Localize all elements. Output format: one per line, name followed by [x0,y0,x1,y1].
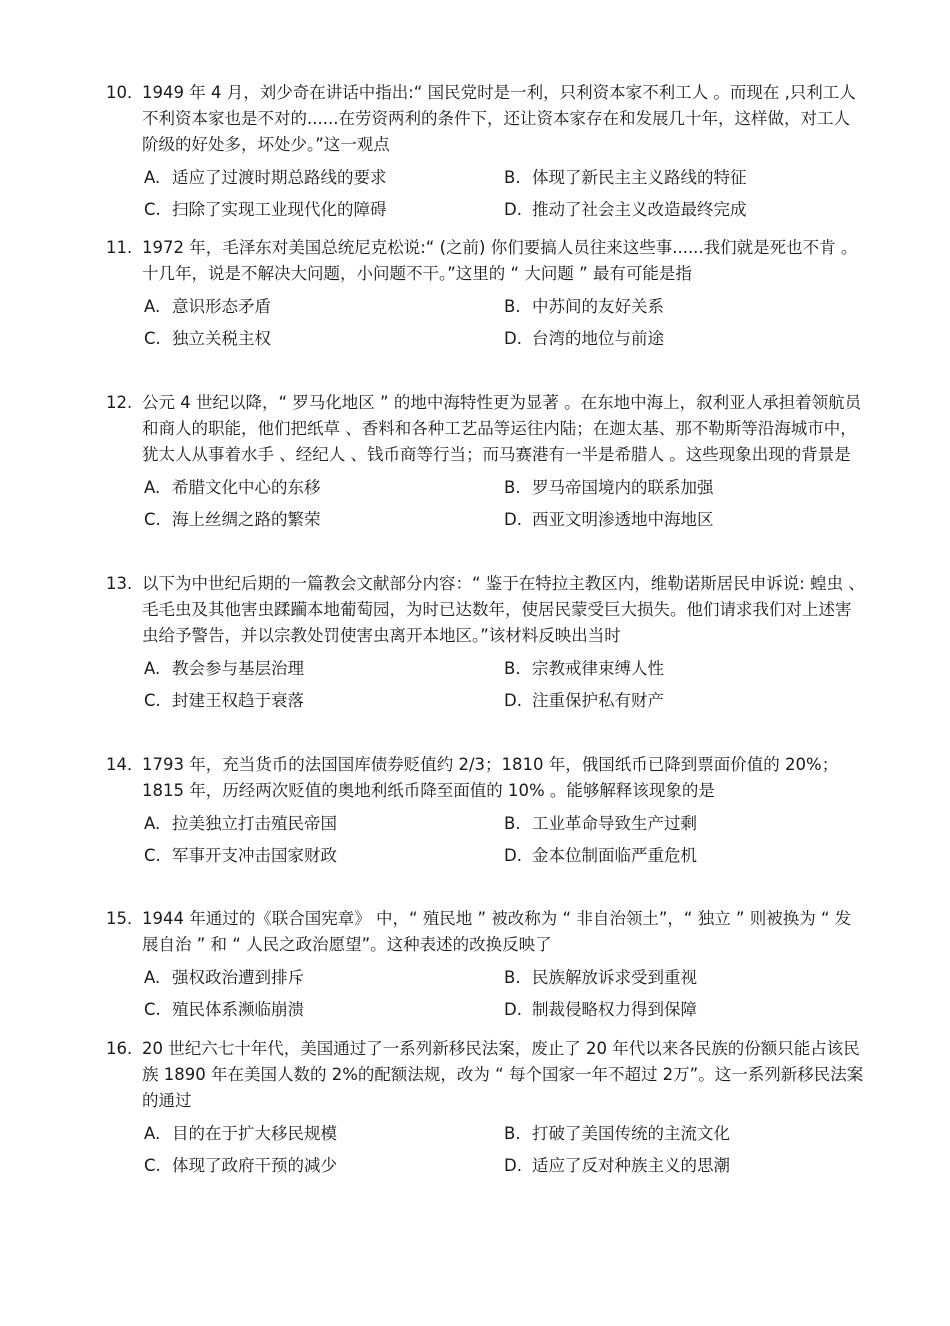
option-label: B. [504,814,521,833]
question-15 [106,906,866,1023]
option-text: 封建王权趋于衰落 [172,691,304,710]
option-d[interactable] [504,997,864,1023]
option-text: 海上丝绸之路的繁荣 [172,510,321,529]
option-text: 教会参与基层治理 [172,659,304,678]
option-b[interactable] [504,656,864,682]
options [106,1121,866,1179]
option-c[interactable] [144,507,504,533]
question-stem [106,571,866,649]
option-d[interactable] [504,843,864,869]
option-text: 殖民体系濒临崩溃 [172,1000,304,1019]
option-text: 打破了美国传统的主流文化 [532,1124,730,1143]
option-label: B. [504,659,521,678]
options [106,965,866,1023]
option-text: 宗教戒律束缚人性 [532,659,664,678]
option-text: 强权政治遭到排斥 [172,968,304,987]
question-stem [106,752,866,804]
option-text: 推动了社会主义改造最终完成 [532,200,747,219]
option-d[interactable] [504,326,864,352]
option-label: C. [144,510,161,529]
option-label: A. [144,968,161,987]
option-label: A. [144,659,161,678]
option-label: A. [144,168,161,187]
option-c[interactable] [144,688,504,714]
option-a[interactable] [144,656,504,682]
question-number: 15． [106,909,144,928]
option-text: 中苏间的友好关系 [532,297,664,316]
question-12 [106,390,866,533]
option-b[interactable] [504,965,864,991]
option-d[interactable] [504,197,864,223]
option-label: A. [144,1124,161,1143]
option-label: D. [504,510,522,529]
option-a[interactable] [144,294,504,320]
question-text: 1949 年 4 月，刘少奇在讲话中指出:“ 国民党时是一利，只利资本家不利工人 。而现在 ,只利工人不利资本家也是不对的......在劳资两利的条件下，还让资本家存在和发展几十年，这样做，对工人阶级的好处多，坏处少。”这一观点 [142,83,856,154]
option-text: 希腊文化中心的东移 [172,478,321,497]
option-text: 体现了新民主主义路线的特征 [532,168,747,187]
option-d[interactable] [504,688,864,714]
option-c[interactable] [144,326,504,352]
option-text: 意识形态矛盾 [172,297,271,316]
option-text: 制裁侵略权力得到保障 [532,1000,697,1019]
option-b[interactable] [504,165,864,191]
option-label: B. [504,1124,521,1143]
question-10 [106,80,866,223]
option-label: B. [504,168,521,187]
question-16 [106,1036,866,1179]
options [106,811,866,869]
option-label: D. [504,329,522,348]
option-a[interactable] [144,475,504,501]
option-c[interactable] [144,197,504,223]
option-label: C. [144,329,161,348]
option-label: D. [504,1000,522,1019]
question-text: 公元 4 世纪以降，“ 罗马化地区 ” 的地中海特性更为显著 。在东地中海上，叙利亚人承担着领航员和商人的职能，他们把纸草 、香料和各种工艺品等运往内陆；在迦太基、那不勒斯等沿海城市中，犹太人从事着水手 、经纪人 、钱币商等行当；而马赛港有一半是希腊人 。这些现象出现的背景是 [142,393,862,464]
option-label: C. [144,846,161,865]
option-text: 扫除了实现工业现代化的障碍 [172,200,387,219]
option-text: 注重保护私有财产 [532,691,664,710]
question-number: 10． [106,83,144,102]
option-d[interactable] [504,1153,864,1179]
option-text: 工业革命导致生产过剩 [532,814,697,833]
option-label: C. [144,1000,161,1019]
option-a[interactable] [144,965,504,991]
option-text: 军事开支冲击国家财政 [172,846,337,865]
option-label: C. [144,200,161,219]
option-text: 台湾的地位与前途 [532,329,664,348]
option-text: 西亚文明渗透地中海地区 [532,510,714,529]
question-stem [106,80,866,158]
options [106,656,866,714]
question-text: 1793 年，充当货币的法国国库债券贬值约 2/3；1810 年，俄国纸币已降到票面价值的 20%；1815 年，历经两次贬值的奥地利纸币降至面值的 10% 。能够解释该现象的是 [142,755,839,800]
option-label: D. [504,691,522,710]
question-text: 20 世纪六七十年代，美国通过了一系列新移民法案，废止了 20 年代以来各民族的份额只能占该民族 1890 年在美国人数的 2%的配额法规，改为 “ 每个国家一年不超过 2万”。这一系列新移民法案的通过 [142,1039,864,1110]
option-b[interactable] [504,294,864,320]
option-text: 拉美独立打击殖民帝国 [172,814,337,833]
option-text: 适应了反对种族主义的思潮 [532,1156,730,1175]
options [106,475,866,533]
question-text: 1972 年，毛泽东对美国总统尼克松说:“ (之前) 你们要搞人员往来这些事......我们就是死也不肯 。十几年，说是不解决大问题，小问题不干。”这里的 “ 大问题 ” 最有可能是指 [142,238,858,283]
option-label: A. [144,814,161,833]
question-stem [106,1036,866,1114]
option-label: B. [504,478,521,497]
question-number: 11. [106,238,133,257]
option-text: 罗马帝国境内的联系加强 [532,478,714,497]
option-label: C. [144,1156,161,1175]
option-c[interactable] [144,997,504,1023]
question-text: 以下为中世纪后期的一篇教会文献部分内容：“ 鉴于在特拉主教区内，维勒诺斯居民申诉说: 蝗虫 、毛毛虫及其他害虫蹂躏本地葡萄园，为时已达数年，使居民蒙受巨大损失。他们请求我们对上述害虫给予警告，并以宗教处罚使害虫离开本地区。”该材料反映出当时 [142,574,865,645]
option-c[interactable] [144,1153,504,1179]
option-label: C. [144,691,161,710]
option-label: B. [504,297,521,316]
option-label: D. [504,200,522,219]
option-label: A. [144,297,161,316]
question-text: 1944 年通过的《联合国宪章》 中，“ 殖民地 ” 被改称为 “ 非自治领土”，“ 独立 ” 则被换为 “ 发展自治 ” 和 “ 人民之政治愿望”。这种表述的改换反映了 [142,909,852,954]
question-stem [106,235,866,287]
question-14 [106,752,866,869]
options [106,165,866,223]
option-a[interactable] [144,1121,504,1147]
question-number: 13. [106,574,133,593]
option-text: 民族解放诉求受到重视 [532,968,697,987]
option-label: D. [504,1156,522,1175]
option-label: D. [504,846,522,865]
question-number: 16. [106,1039,133,1058]
option-label: A. [144,478,161,497]
question-number: 12. [106,393,133,412]
question-stem [106,906,866,958]
option-a[interactable] [144,165,504,191]
option-label: B. [504,968,521,987]
option-text: 金本位制面临严重危机 [532,846,697,865]
question-13 [106,571,866,714]
option-b[interactable] [504,475,864,501]
option-b[interactable] [504,811,864,837]
option-text: 适应了过渡时期总路线的要求 [172,168,387,187]
option-text: 目的在于扩大移民规模 [172,1124,337,1143]
option-b[interactable] [504,1121,864,1147]
question-number: 14． [106,755,144,774]
option-a[interactable] [144,811,504,837]
question-stem [106,390,866,468]
option-c[interactable] [144,843,504,869]
option-d[interactable] [504,507,864,533]
option-text: 独立关税主权 [172,329,271,348]
option-text: 体现了政府干预的减少 [172,1156,337,1175]
options [106,294,866,352]
question-11 [106,235,866,352]
